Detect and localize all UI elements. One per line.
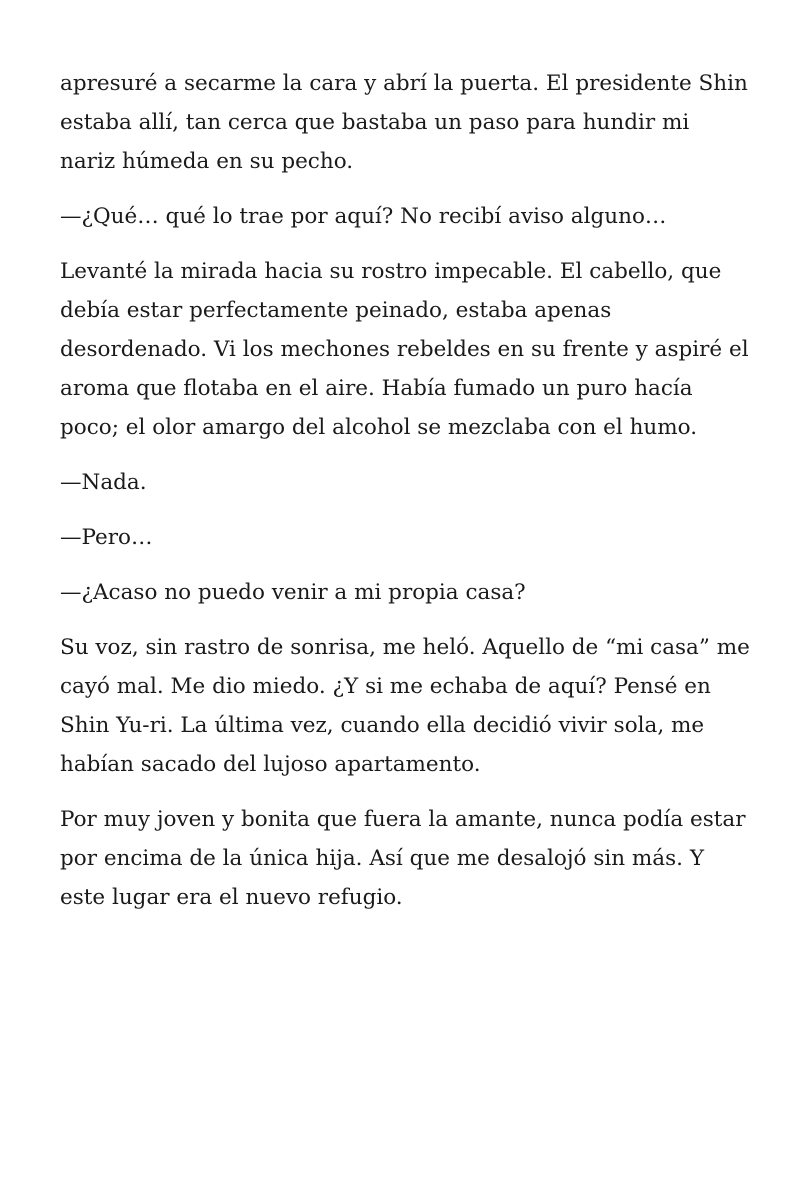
paragraph: —¿Qué… qué lo trae por aquí? No recibí aviso alguno… [60,204,667,229]
paragraph: Levanté la mirada hacia su rostro impecable. El cabello, que debía estar perfectamente peinado, estaba apenas desordenado. Vi los mechones rebeldes en su frente y aspiré el aroma que flotaba en el aire. Había fumado un puro hacía poco; el olor amargo del alcohol se mezclaba con el humo. [60,259,749,440]
paragraph: Por muy joven y bonita que fuera la amante, nunca podía estar por encima de la única hija. Así que me desalojó sin más. Y este lugar era el nuevo refugio. [60,807,746,910]
paragraph: —Pero… [60,525,153,550]
paragraph: —Nada. [60,470,147,495]
paragraph: Su voz, sin rastro de sonrisa, me heló. Aquello de “mi casa” me cayó mal. Me dio miedo. ¿Y si me echaba de aquí? Pensé en Shin Yu-ri. La última vez, cuando ella decidió vivir sola, me habían sacado del lujoso apartamento. [60,635,750,777]
paragraph: apresuré a secarme la cara y abrí la puerta. El presidente Shin estaba allí, tan cerca que bastaba un paso para hundir mi nariz húmeda en su pecho. [60,71,748,174]
paragraph: —¿Acaso no puedo venir a mi propia casa? [60,580,526,605]
reader-page[interactable] [60,64,750,933]
